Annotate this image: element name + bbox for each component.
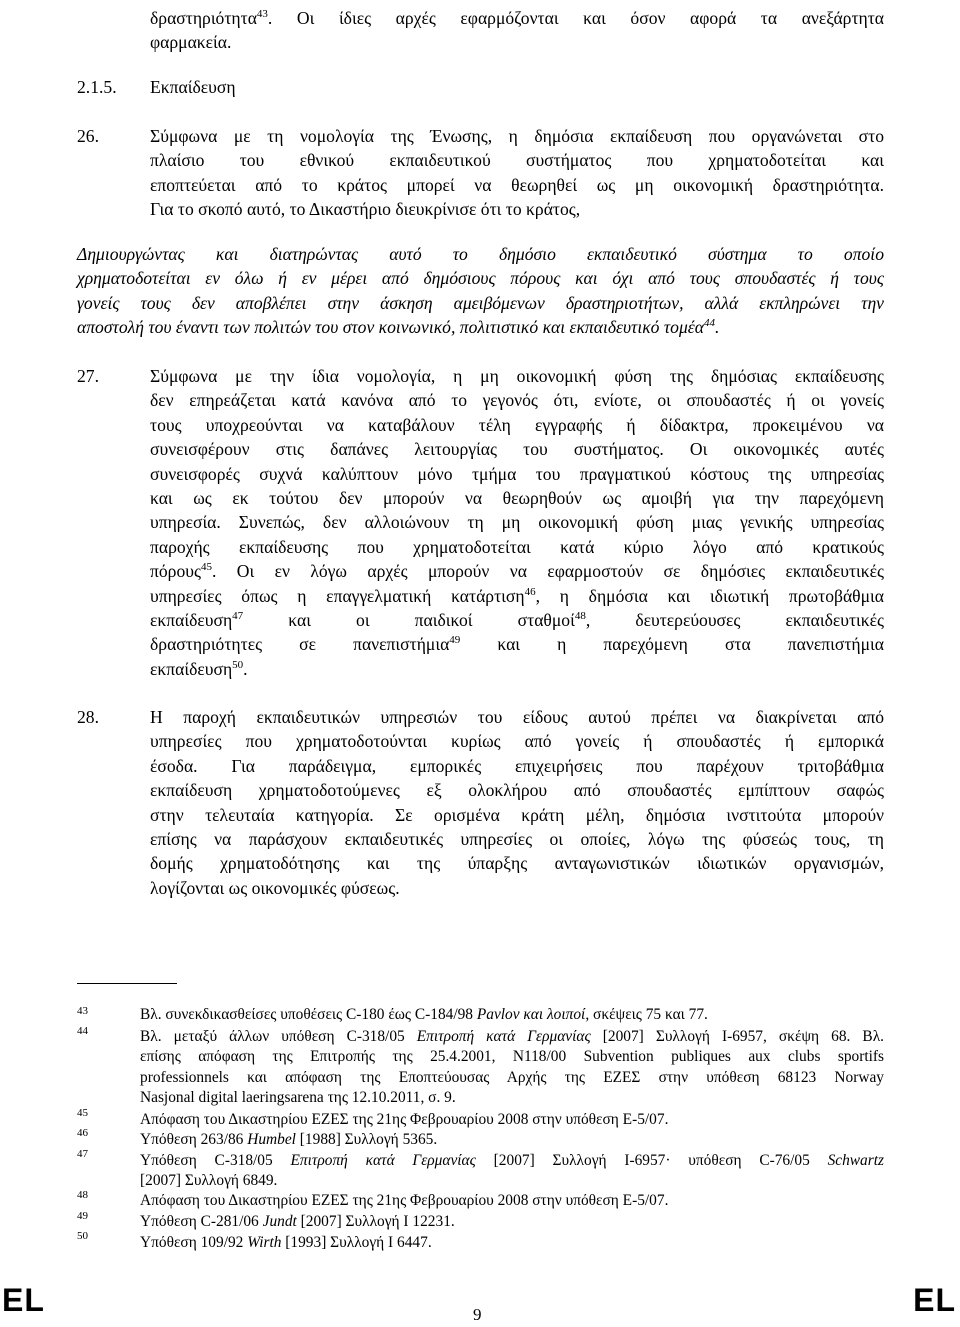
text: Βλ. συνεκδικασθείσες υποθέσεις C-180 έως C-184/98 xyxy=(140,1006,477,1023)
page-number: 9 xyxy=(473,1305,482,1324)
text: εκπαίδευση xyxy=(150,658,233,679)
footnote-45 xyxy=(140,1110,884,1130)
footer-language-right: EL xyxy=(913,1282,956,1318)
text: [2007] Συλλογή I-6957· υπόθεση C-76/05 xyxy=(475,1152,828,1169)
text: Schwartz xyxy=(827,1152,884,1169)
text: . Οι ίδιες αρχές εφαρμόζονται και όσον αφορά τα ανεξάρτητα xyxy=(267,8,884,28)
text: εκπαίδευση xyxy=(150,610,233,631)
text: Wirth xyxy=(247,1234,282,1251)
text-line: χρηματοδοτείται εν όλω ή εν μέρει από δημόσιους πόρους και όχι από τους σπουδαστές ή τους xyxy=(77,268,884,289)
footnote-46 xyxy=(140,1130,884,1150)
footer-language-left: EL xyxy=(2,1282,45,1318)
footnote-number: 50 xyxy=(77,1230,88,1242)
text: δραστηριότητα xyxy=(150,8,257,28)
court-quote xyxy=(77,242,884,340)
text-line: επίσης να παράσχουν εκπαιδευτικές υπηρεσίες οι οποίες, λόγω της φύσεώς τους, τη xyxy=(150,829,884,850)
footnote-50 xyxy=(140,1233,884,1253)
text: και η παρεχόμενη στα πανεπιστήμια xyxy=(460,634,885,655)
footnote-number: 46 xyxy=(77,1127,88,1139)
footnote-44 xyxy=(140,1027,884,1108)
footnote-49 xyxy=(140,1212,884,1232)
text-line: συνεισφορές συχνά καλύπτουν μόνο τμήμα του πραγματικού κόστους της υπηρεσίας xyxy=(150,463,884,484)
text: . xyxy=(243,658,248,679)
footnote-48 xyxy=(140,1191,884,1211)
text-line: δομής χρηματοδότησης και της ύπαρξης ανταγωνιστικών ιδιωτικών οργανισμών, xyxy=(150,853,884,874)
text-line: εποπτεύεται από το κράτος μπορεί να θεωρηθεί ως μη οικονομική δραστηριότητα. xyxy=(150,174,884,195)
text-line: στην τελευταία κατηγορία. Σε ορισμένα κράτη μέλη, δημόσια ινστιτούτα μπορούν xyxy=(150,804,884,825)
text: αποστολή του έναντι των πολιτών του στον κοινωνικό, πολιτιστικό και εκπαιδευτικό τομέα xyxy=(77,317,704,338)
text: Jundt xyxy=(262,1213,297,1230)
text-line: Απόφαση του Δικαστηρίου ΕΖΕΣ της 21ης Φεβρουαρίου 2008 στην υπόθεση E-5/07. xyxy=(140,1111,669,1128)
footnote-number: 43 xyxy=(77,1005,88,1017)
section-number: 2.1.5. xyxy=(77,77,117,97)
text-line: εκπαίδευση χρηματοδοτούμενες εξ ολοκλήρου από σπουδαστές εμπίπτουν σαφώς xyxy=(150,780,884,801)
footnote-ref-45[interactable]: 45 xyxy=(200,561,212,574)
text: Pavlov και λοιποί xyxy=(476,1006,586,1023)
text-line: επίσης απόφαση της Επιτροπής της 25.4.2001, N118/00 Subvention publiques aux clubs sportifs xyxy=(140,1048,884,1066)
paragraph-27 xyxy=(150,364,884,681)
text: Υπόθεση 109/92 xyxy=(140,1234,248,1251)
text-line: Nasjonal digital laeringsarena της 12.10.2011, σ. 9. xyxy=(140,1088,456,1106)
text: [2007] Συλλογή I 12231. xyxy=(296,1213,455,1230)
text-line: γονείς τους δεν αποβλέπει στην άσκηση αμειβόμενων δραστηριοτήτων, αλλά εκπληρώνει την xyxy=(77,292,884,313)
footnote-number: 44 xyxy=(77,1025,88,1037)
section-title: Εκπαίδευση xyxy=(150,77,236,97)
text: . xyxy=(714,317,720,338)
text: φαρμακεία. xyxy=(150,32,232,53)
text-line: έσοδα. Για παράδειγμα, εμπορικές επιχειρήσεις που παρέχουν τριτοβάθμια xyxy=(150,755,884,776)
text: Υπόθεση C-281/06 xyxy=(140,1213,263,1230)
text-line: λογίζονται ως οικονομικές φύσεως. xyxy=(150,877,400,898)
text: . Οι εν λόγω αρχές μπορούν να εφαρμοστούν σε δημόσιες εκπαιδευτικές xyxy=(211,561,884,582)
text: [2007] Συλλογή I-6957, σκέψη 68. Βλ. xyxy=(590,1028,885,1045)
paragraph-28 xyxy=(150,705,884,900)
footnote-ref-47[interactable]: 47 xyxy=(232,610,244,623)
footnote-number: 48 xyxy=(77,1189,88,1201)
text-line: συνεισφέρουν στις δαπάνες λειτουργίας του συστήματος. Οι οικονομικές αυτές xyxy=(150,439,884,460)
text: Βλ. μεταξύ άλλων υπόθεση C-318/05 xyxy=(140,1028,417,1045)
text-line: Για το σκοπό αυτό, το Δικαστήριο διευκρίνισε ότι το κράτος, xyxy=(150,199,581,220)
footnote-ref-43[interactable]: 43 xyxy=(256,8,268,20)
text-line: Σύμφωνα με τη νομολογία της Ένωσης, η δημόσια εκπαίδευση που οργανώνεται στο xyxy=(150,126,884,146)
paragraph-26 xyxy=(150,124,884,222)
text-line: παροχής εκπαίδευσης που χρηματοδοτείται κατά κύριο λόγο από κρατικούς xyxy=(150,536,884,557)
text: δραστηριότητες σε πανεπιστήμια xyxy=(150,634,450,655)
text-line: υπηρεσία. Συνεπώς, δεν αλλοιώνουν τη μη οικονομική φύση μιας γενικής υπηρεσίας xyxy=(150,512,884,533)
text-line: πλαίσιο του εθνικού εκπαιδευτικού συστήματος που χρηματοδοτείται και xyxy=(150,150,884,171)
footnote-ref-48[interactable]: 48 xyxy=(574,610,586,623)
text: Humbel xyxy=(247,1131,296,1148)
footnote-47 xyxy=(140,1151,884,1192)
paragraph-number: 27. xyxy=(77,366,99,386)
text: , η δημόσια και ιδιωτική πρωτοβάθμια xyxy=(535,585,884,606)
text: υπηρεσίες όπως η επαγγελματική κατάρτιση xyxy=(150,585,525,606)
continuation-paragraph xyxy=(150,6,884,55)
text: Επιτροπή κατά Γερμανίας xyxy=(416,1028,591,1045)
text: Επιτροπή κατά Γερμανίας xyxy=(290,1152,476,1169)
text-line: Δημιουργώντας και διατηρώντας αυτό το δημόσιο εκπαιδευτικό σύστημα το οποίο xyxy=(77,244,884,264)
footnote-ref-50[interactable]: 50 xyxy=(232,658,244,671)
text: [1988] Συλλογή 5365. xyxy=(295,1131,438,1148)
text: και οι παιδικοί σταθμοί xyxy=(243,610,575,631)
text-line: professionnels και απόφαση της Εποπτεύουσας Αρχής της ΕΖΕΣ στην υπόθεση 68123 Norway xyxy=(140,1068,884,1086)
text: πόρους xyxy=(150,561,201,582)
text: [1993] Συλλογή I 6447. xyxy=(281,1234,432,1251)
text-line: και ως εκ τούτου δεν μπορούν να θεωρηθούν ως αμοιβή για την παρεχόμενη xyxy=(150,488,884,509)
text-line: [2007] Συλλογή 6849. xyxy=(140,1172,278,1190)
text-line: υπηρεσίες που χρηματοδοτούνται κυρίως από γονείς ή σπουδαστές ή εμπορικά xyxy=(150,731,884,752)
text: , σκέψεις 75 και 77. xyxy=(585,1006,708,1023)
text: , δευτερεύουσες εκπαιδευτικές xyxy=(585,610,884,631)
text-line: Απόφαση του Δικαστηρίου ΕΖΕΣ της 21ης Φεβρουαρίου 2008 στην υπόθεση E-5/07. xyxy=(140,1192,669,1209)
footnote-ref-46[interactable]: 46 xyxy=(524,585,536,598)
text-line: Η παροχή εκπαιδευτικών υπηρεσιών του είδους αυτού πρέπει να διακρίνεται από xyxy=(150,707,884,727)
text-line: δεν επηρεάζεται κατά κανόνα από το γεγονός ότι, ενίοτε, οι σπουδαστές ή οι γονείς xyxy=(150,390,884,411)
footnote-ref-44[interactable]: 44 xyxy=(703,317,715,330)
text-line: τους υποχρεούνται να καταβάλουν τέλη εγγραφής ή δίδακτρα, προκειμένου να xyxy=(150,414,884,435)
text: Υπόθεση 263/86 xyxy=(140,1131,248,1148)
footnote-separator xyxy=(77,983,177,984)
footnote-43 xyxy=(140,1005,884,1025)
paragraph-number: 28. xyxy=(77,707,99,727)
footnote-number: 47 xyxy=(77,1148,88,1160)
text-line: Σύμφωνα με την ίδια νομολογία, η μη οικονομική φύση της δημόσιας εκπαίδευσης xyxy=(150,366,884,386)
footnote-ref-49[interactable]: 49 xyxy=(449,634,461,647)
footnote-number: 45 xyxy=(77,1107,88,1119)
footnote-number: 49 xyxy=(77,1210,88,1222)
text: Υπόθεση C-318/05 xyxy=(140,1152,291,1169)
paragraph-number: 26. xyxy=(77,126,99,146)
